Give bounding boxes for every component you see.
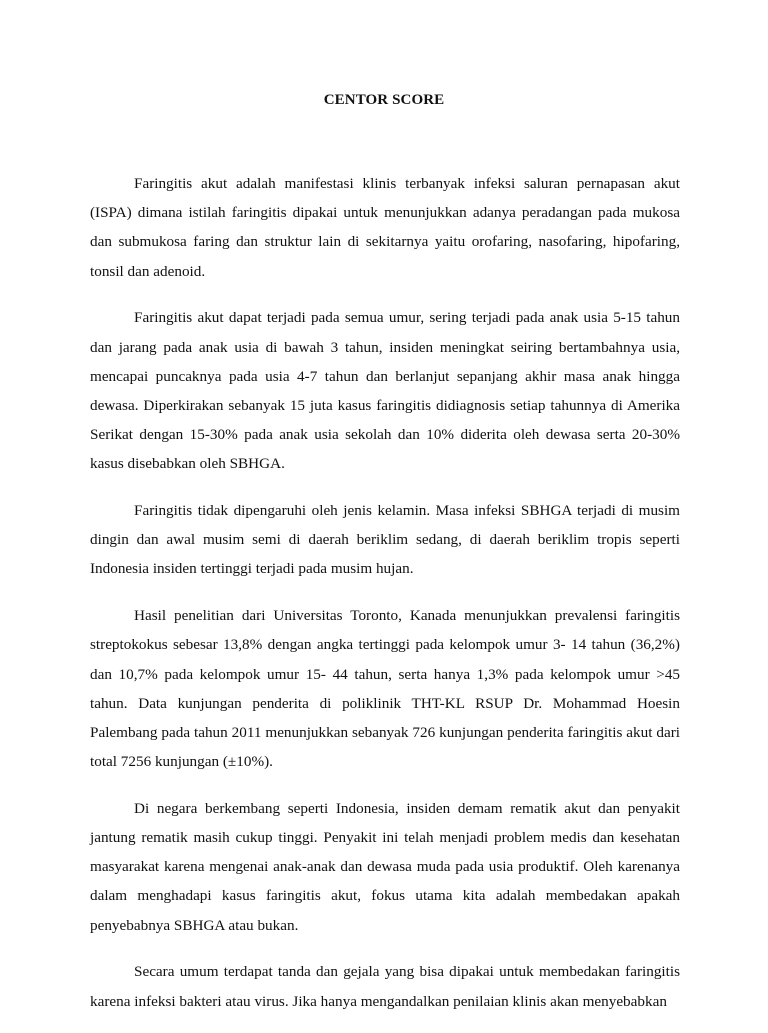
paragraph-5: Di negara berkembang seperti Indonesia, insiden demam rematik akut dan penyakit jantung rematik masih cukup tinggi. Penyakit ini telah menjadi problem medis dan kesehatan masyarakat karena mengenai anak-anak dan dewasa muda pada usia produktif. Oleh karenanya dalam menghadapi kasus faringitis akut, fokus utama kita adalah membedakan apakah penyebabnya SBHGA atau bukan.	[90, 799, 680, 934]
paragraph-1: Faringitis akut adalah manifestasi klinis terbanyak infeksi saluran pernapasan akut (ISPA) dimana istilah faringitis dipakai untuk menunjukkan adanya peradangan pada mukosa dan submukosa faring dan struktur lain di sekitarnya yaitu orofaring, nasofaring, hipofaring, tonsil dan adenoid.	[90, 175, 680, 280]
paragraph-3: Faringitis tidak dipengaruhi oleh jenis kelamin. Masa infeksi SBHGA terjadi di musim dingin dan awal musim semi di daerah beriklim sedang, di daerah beriklim tropis seperti Indonesia insiden tertinggi terjadi pada musim hujan.	[90, 502, 680, 578]
paragraph-2: Faringitis akut dapat terjadi pada semua umur, sering terjadi pada anak usia 5-15 tahun dan jarang pada anak usia di bawah 3 tahun, insiden meningkat seiring bertambahnya usia, mencapai puncaknya pada usia 4-7 tahun dan berlanjut sepanjang akhir masa anak hingga dewasa. Diperkirakan sebanyak 15 juta kasus faringitis didiagnosis setiap tahunnya di Amerika Serikat dengan 15-30% pada anak usia sekolah dan 10% diderita oleh dewasa serta 20-30% kasus disebabkan oleh SBHGA.	[90, 309, 680, 473]
paragraph-4: Hasil penelitian dari Universitas Toronto, Kanada menunjukkan prevalensi faringitis streptokokus sebesar 13,8% dengan angka tertinggi pada kelompok umur 3- 14 tahun (36,2%) dan 10,7% pada kelompok umur 15- 44 tahun, serta hanya 1,3% pada kelompok umur >45 tahun. Data kunjungan penderita di poliklinik THT-KL RSUP Dr. Mohammad Hoesin Palembang pada tahun 2011 menunjukkan sebanyak 726 kunjungan penderita faringitis akut dari total 7256 kunjungan (±10%).	[90, 607, 680, 771]
document-body	[90, 169, 680, 1033]
paragraph-6: Secara umum terdapat tanda dan gejala yang bisa dipakai untuk membedakan faringitis karena infeksi bakteri atau virus. Jika hanya mengandalkan penilaian klinis akan menyebabkan	[90, 963, 680, 1010]
document-title: CENTOR SCORE	[323, 92, 445, 108]
